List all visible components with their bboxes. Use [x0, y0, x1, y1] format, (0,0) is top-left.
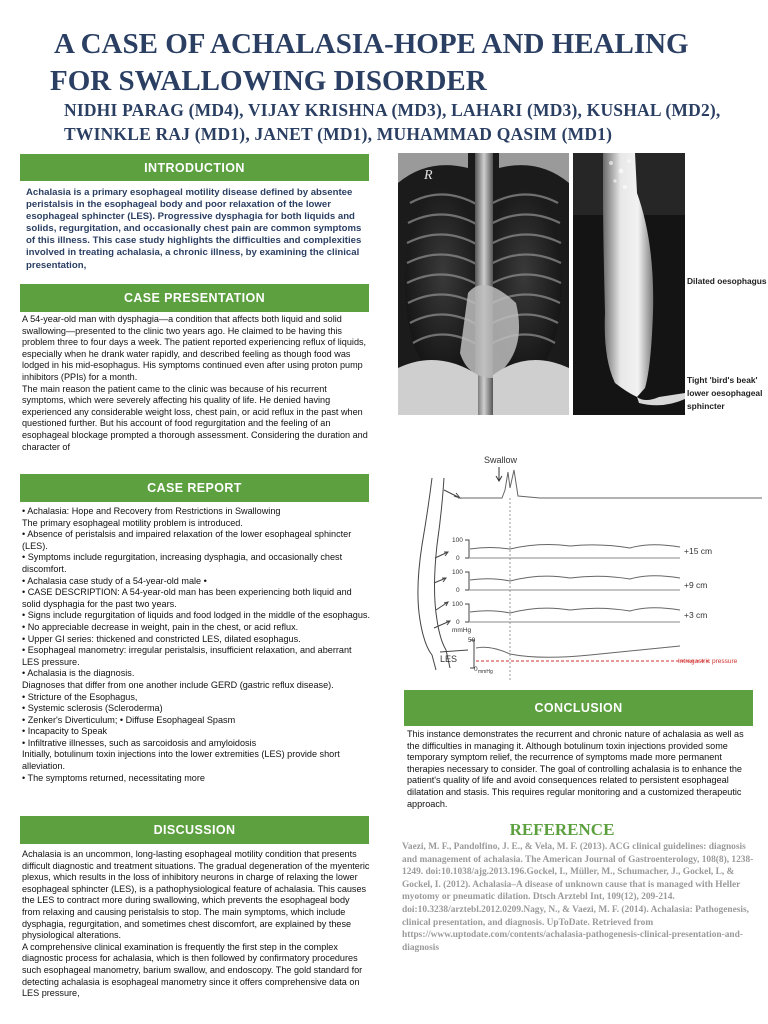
introduction-heading: INTRODUCTION — [20, 154, 369, 181]
swallow-label: Swallow — [484, 455, 518, 465]
case-report-line: Initially, botulinum toxin injections into the lower extremities (LES) provide short alleviation. — [22, 749, 340, 772]
esophagus-outline — [435, 478, 451, 668]
les-scale-50: 50 — [468, 637, 476, 644]
label-birds-beak-1: Tight 'bird's beak' — [687, 375, 758, 385]
author-list: NIDHI PARAG (MD4), VIJAY KRISHNA (MD3), LAHARI (MD3), KUSHAL (MD2), TWINKLE RAJ (MD1), JANET (MD1), MUHAMMAD QASIM (MD1) — [64, 100, 721, 144]
xray-marker-r: R — [424, 168, 433, 183]
poster-title — [50, 26, 750, 100]
les-label: LES — [440, 654, 458, 664]
case-report-line: • Symptoms include regurgitation, increasing dysphagia, and occasionally chest discomfort. — [22, 552, 343, 574]
case-presentation-paragraph: A 54-year-old man with dysphagia—a condition that affects both liquid and solid swallowing—presented to the clinic two years ago. He claimed to be having this problem three to four days a week. The patient reported experiencing reflux of liquids, especially when he drank water rapidly, and described feeling as though food was lodged in his mid-esophagus. His symptoms continued even after using proton pump inhibitors (PPIs) for a month. — [22, 314, 367, 382]
case-presentation-text — [22, 314, 370, 452]
reference-text: Vaezi, M. F., Pandolfino, J. E., & Vela, M. F. (2013). ACG clinical guidelines: diagnosis and management of achalasia. The American Journal of Gastroenterology, 108(8), 1238-1249. doi:10.1038/ajg.2013.196.Gockel, I., Müller, M., Schumacher, J., Gockel, L, & Gockel, I. (2012). Achalasia–A disease of unknown cause that is managed with Heller myotomy or pneumatic dilation. Dtsch Arztebl Int, 109(12), 209-214. doi:10.3238/arztebl.2012.0209.Nagy, N., & Vaezi, M. F. (2014). Achalasia: Pathogenesis, clinical presentation, and diagnosis. UpToDate. Retrieved from https://www.uptodate.com/contents/achalasia-pathogenesis-clinical-presentation-and-diagnosis — [402, 842, 754, 953]
discussion-paragraph: A comprehensive clinical examination is frequently the first step in the complex diagnostic process for achalasia, which is then followed by confirmatory procedures such esophageal manometry, barium swallow, and endoscopy. The gold standard for detecting achalasia is esophageal manometry since it offers comprehensive data on LES pressure, — [22, 941, 363, 999]
case-report-line: • Upper GI series: thickened and constricted LES, dilated esophagus. — [22, 633, 301, 644]
case-report-line: • Achalasia is the diagnosis. — [22, 668, 135, 679]
reference-heading: REFERENCE — [509, 820, 615, 839]
chest-xray-image — [398, 153, 569, 415]
case-report-line: • No appreciable decrease in weight, pain in the chest, or acid reflux. — [22, 621, 299, 632]
conclusion-text: This instance demonstrates the recurrent and chronic nature of achalasia as well as the difficulties in managing it. Although botulinum toxin injections provided some temporary symptom relief, the recurrence of symptoms made more permanent therapies necessary to consider. The goal of controlling achalasia is to enhance the patient's quality of life and avoid consequences related to persistent esophageal dilatation and stasis. This requires regular monitoring and a customized therapeutic approach. — [407, 729, 744, 809]
case-report-text — [22, 506, 370, 808]
case-report-line: The primary esophageal motility problem is introduced. — [22, 517, 243, 528]
case-report-line: • Signs include regurgitation of liquids and food lodged in the middle of the esophagus. — [22, 610, 370, 621]
case-presentation-paragraph: The main reason the patient came to the clinic was because of his recurrent symptoms, which were severely affecting his quality of life. He denied having experienced any considerable weight loss, chest pain, or acid reflux in the past when questioned further. But his account of food regurgitation and the feeling of an esophageal blockage prompted a thorough assessment. Considering the duration and character of — [22, 383, 368, 452]
case-report-line: • Esophageal manometry: irregular peristalsis, insufficient relaxation, and aberrant LES pressure. — [22, 645, 352, 667]
title-line-2: FOR SWALLOWING DISORDER — [50, 65, 487, 97]
case-presentation-heading: CASE PRESENTATION — [20, 284, 369, 312]
manometry-diagram — [410, 450, 762, 682]
case-report-line: • CASE DESCRIPTION: A 54-year-old man has been experiencing both liquid and solid dysphagia for the past two years. — [22, 587, 352, 609]
case-report-line: Diagnoses that differ from one another include GERD (gastric reflux disease). — [22, 679, 334, 690]
label-birds-beak-2: lower oesophageal — [687, 388, 763, 398]
swallow-trace — [458, 470, 762, 498]
intragastric-label: Intragastric pressure — [678, 658, 738, 665]
scale-100: 100 — [452, 569, 463, 576]
case-report-line: • Incapacity to Speak — [22, 726, 108, 737]
barium-annotations — [686, 153, 766, 415]
case-report-line: • The symptoms returned, necessitating more — [22, 772, 205, 783]
discussion-text — [22, 849, 370, 1019]
tracing-15cm — [470, 545, 680, 549]
unit-label: mmHg — [452, 627, 472, 634]
introduction-text: Achalasia is a primary esophageal motility disease defined by absentee peristalsis in the esophageal body and poor relaxation of the lower esophageal sphincter (LES). Progressive dysphagia for both liquids and solids, regurgitation, and occasionally chest pain are common symptoms of this illness. This case study highlights the difficulties and complexities involved in treating achalasia, a chronic illness, by examining the clinical presentation, — [26, 187, 362, 271]
les-trace — [476, 646, 680, 657]
tracing-label: +9 cm — [684, 580, 708, 590]
les-unit: mmHg — [478, 669, 493, 675]
tracing-label: +3 cm — [684, 610, 708, 620]
label-birds-beak-3: sphincter — [687, 401, 725, 411]
barium-swallow-image — [573, 153, 685, 415]
conclusion-heading: CONCLUSION — [404, 690, 753, 726]
esophagus-outline — [418, 478, 436, 670]
scale-100: 100 — [452, 601, 463, 608]
scale-100: 100 — [452, 537, 463, 544]
case-report-line: • Zenker's Diverticulum; • Diffuse Esophageal Spasm — [22, 714, 236, 725]
les-scale-0: 0 — [474, 666, 478, 673]
tracing-9cm — [470, 576, 680, 581]
label-dilated-oesophagus: Dilated oesophagus — [687, 276, 767, 286]
scale-0: 0 — [456, 555, 460, 562]
case-report-line: • Absence of peristalsis and impaired relaxation of the lower esophageal sphincter (LES). — [22, 529, 352, 551]
discussion-paragraph: Achalasia is an uncommon, long-lasting esophageal motility condition that presents difficult diagnostic and treatment situations. The gradual degeneration of the myenteric plexus, which results in the loss of inhibitory neurons in charge of relaxing the lower esophageal sphincter (LES), is a pathophysiological feature of achalasia. This causes the LES to contract more during swallowing, which prevents the esophageal body from relaxing and causing peristalsis to stop. The main symptoms, which include dysphagia, regurgitation, and sometimes chest discomfort, are explained by these physiological alterations. — [22, 849, 370, 941]
scale-0: 0 — [456, 619, 460, 626]
case-report-line: • Infiltrative illnesses, such as sarcoidosis and amyloidosis — [22, 737, 257, 748]
case-report-line: • Achalasia: Hope and Recovery from Restrictions in Swallowing — [22, 506, 281, 516]
case-report-line: • Stricture of the Esophagus, — [22, 691, 138, 702]
case-report-line: • Achalasia case study of a 54-year-old male • — [22, 575, 207, 586]
case-report-line: • Systemic sclerosis (Scleroderma) — [22, 703, 163, 714]
tracing-label: +15 cm — [684, 546, 713, 556]
scale-0: 0 — [456, 587, 460, 594]
tracing-3cm — [470, 608, 680, 613]
case-report-heading: CASE REPORT — [20, 474, 369, 502]
discussion-heading: DISCUSSION — [20, 816, 369, 844]
title-line-1: A CASE OF ACHALASIA-HOPE AND HEALING — [54, 28, 689, 60]
